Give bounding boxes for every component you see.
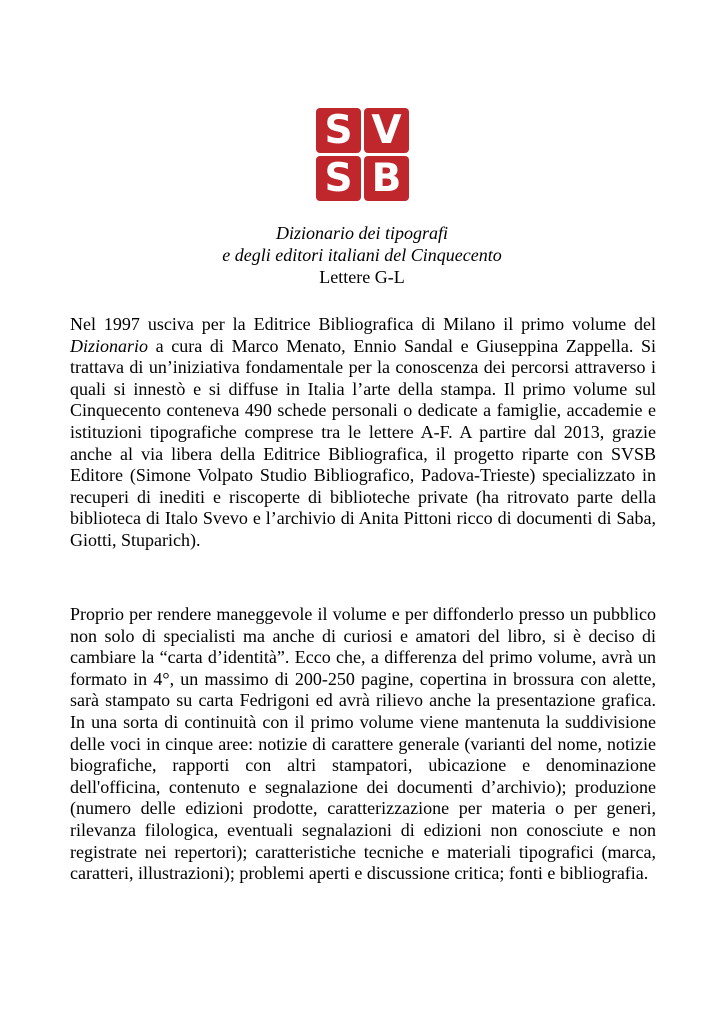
- title-line-2: e degli editori italiani del Cinquecento: [222, 245, 502, 265]
- paragraph-history-part2: a cura di Marco Menato, Ennio Sandal e Giuseppina Zappella. Si trattava di un’iniziativa fondamentale per la conoscenza dei percorsi attraverso i quali si innestò e si diffuse in Italia l’arte della stampa. Il primo volume sul Cinquecento conteneva 490 schede personali o dedicate a famiglie, accademie e istituzioni tipografiche comprese tra le lettere A-F. A partire dal 2013, grazie anche al via libera della Editrice Bibliografica, il progetto riparte con SVSB Editore (Simone Volpato Studio Bibliografico, Padova-Trieste) specializzato in recuperi di inediti e riscoperte di biblioteche private (ha ritrovato parte della biblioteca di Italo Svevo e l’archivio di Anita Pittoni ricco di documenti di Saba, Giotti, Stuparich).: [70, 335, 656, 550]
- logo-tile-s-second: S: [316, 156, 361, 201]
- paragraph-history-part1: Nel 1997 usciva per la Editrice Bibliografica di Milano il primo volume del: [70, 314, 656, 334]
- title-line-1: Dizionario dei tipografi: [275, 223, 448, 243]
- paragraph-history: [70, 314, 656, 552]
- svsb-logo: [316, 108, 409, 201]
- paragraph-new-edition: Proprio per rendere maneggevole il volume e per diffonderlo presso un pubblico non solo di specialisti ma anche di curiosi e amatori del libro, si è deciso di cambiare la “carta d’identità”. Ecco che, a differenza del primo volume, avrà un formato in 4°, un massimo di 200-250 pagine, copertina in brossura con alette, sarà stampato su carta Fedrigoni ed avrà rilievo anche la presentazione grafica. In una sorta di continuità con il primo volume viene mantenuta la suddivisione delle voci in cinque aree: notizie di carattere generale (varianti del nome, notizie biografiche, rapporti con altri stampatori, ubicazione e denominazione dell'officina, contenuto e segnalazione dei documenti d’archivio); produzione (numero delle edizioni prodotte, caratterizzazione per materia o per generi, rilevanza filologica, eventuali segnalazioni di edizioni non conosciute e non registrate nei repertori); caratteristiche tecniche e materiali tipografici (marca, caratteri, illustrazioni); problemi aperti e discussione critica; fonti e bibliografia.: [70, 604, 656, 884]
- logo-tile-v: V: [364, 108, 409, 153]
- title-line-3: Lettere G-L: [319, 267, 405, 287]
- logo-tile-s: S: [316, 108, 361, 153]
- paragraph-history-italic: Dizionario: [70, 335, 149, 356]
- title-block: [0, 222, 724, 288]
- logo-tile-b: B: [364, 156, 409, 201]
